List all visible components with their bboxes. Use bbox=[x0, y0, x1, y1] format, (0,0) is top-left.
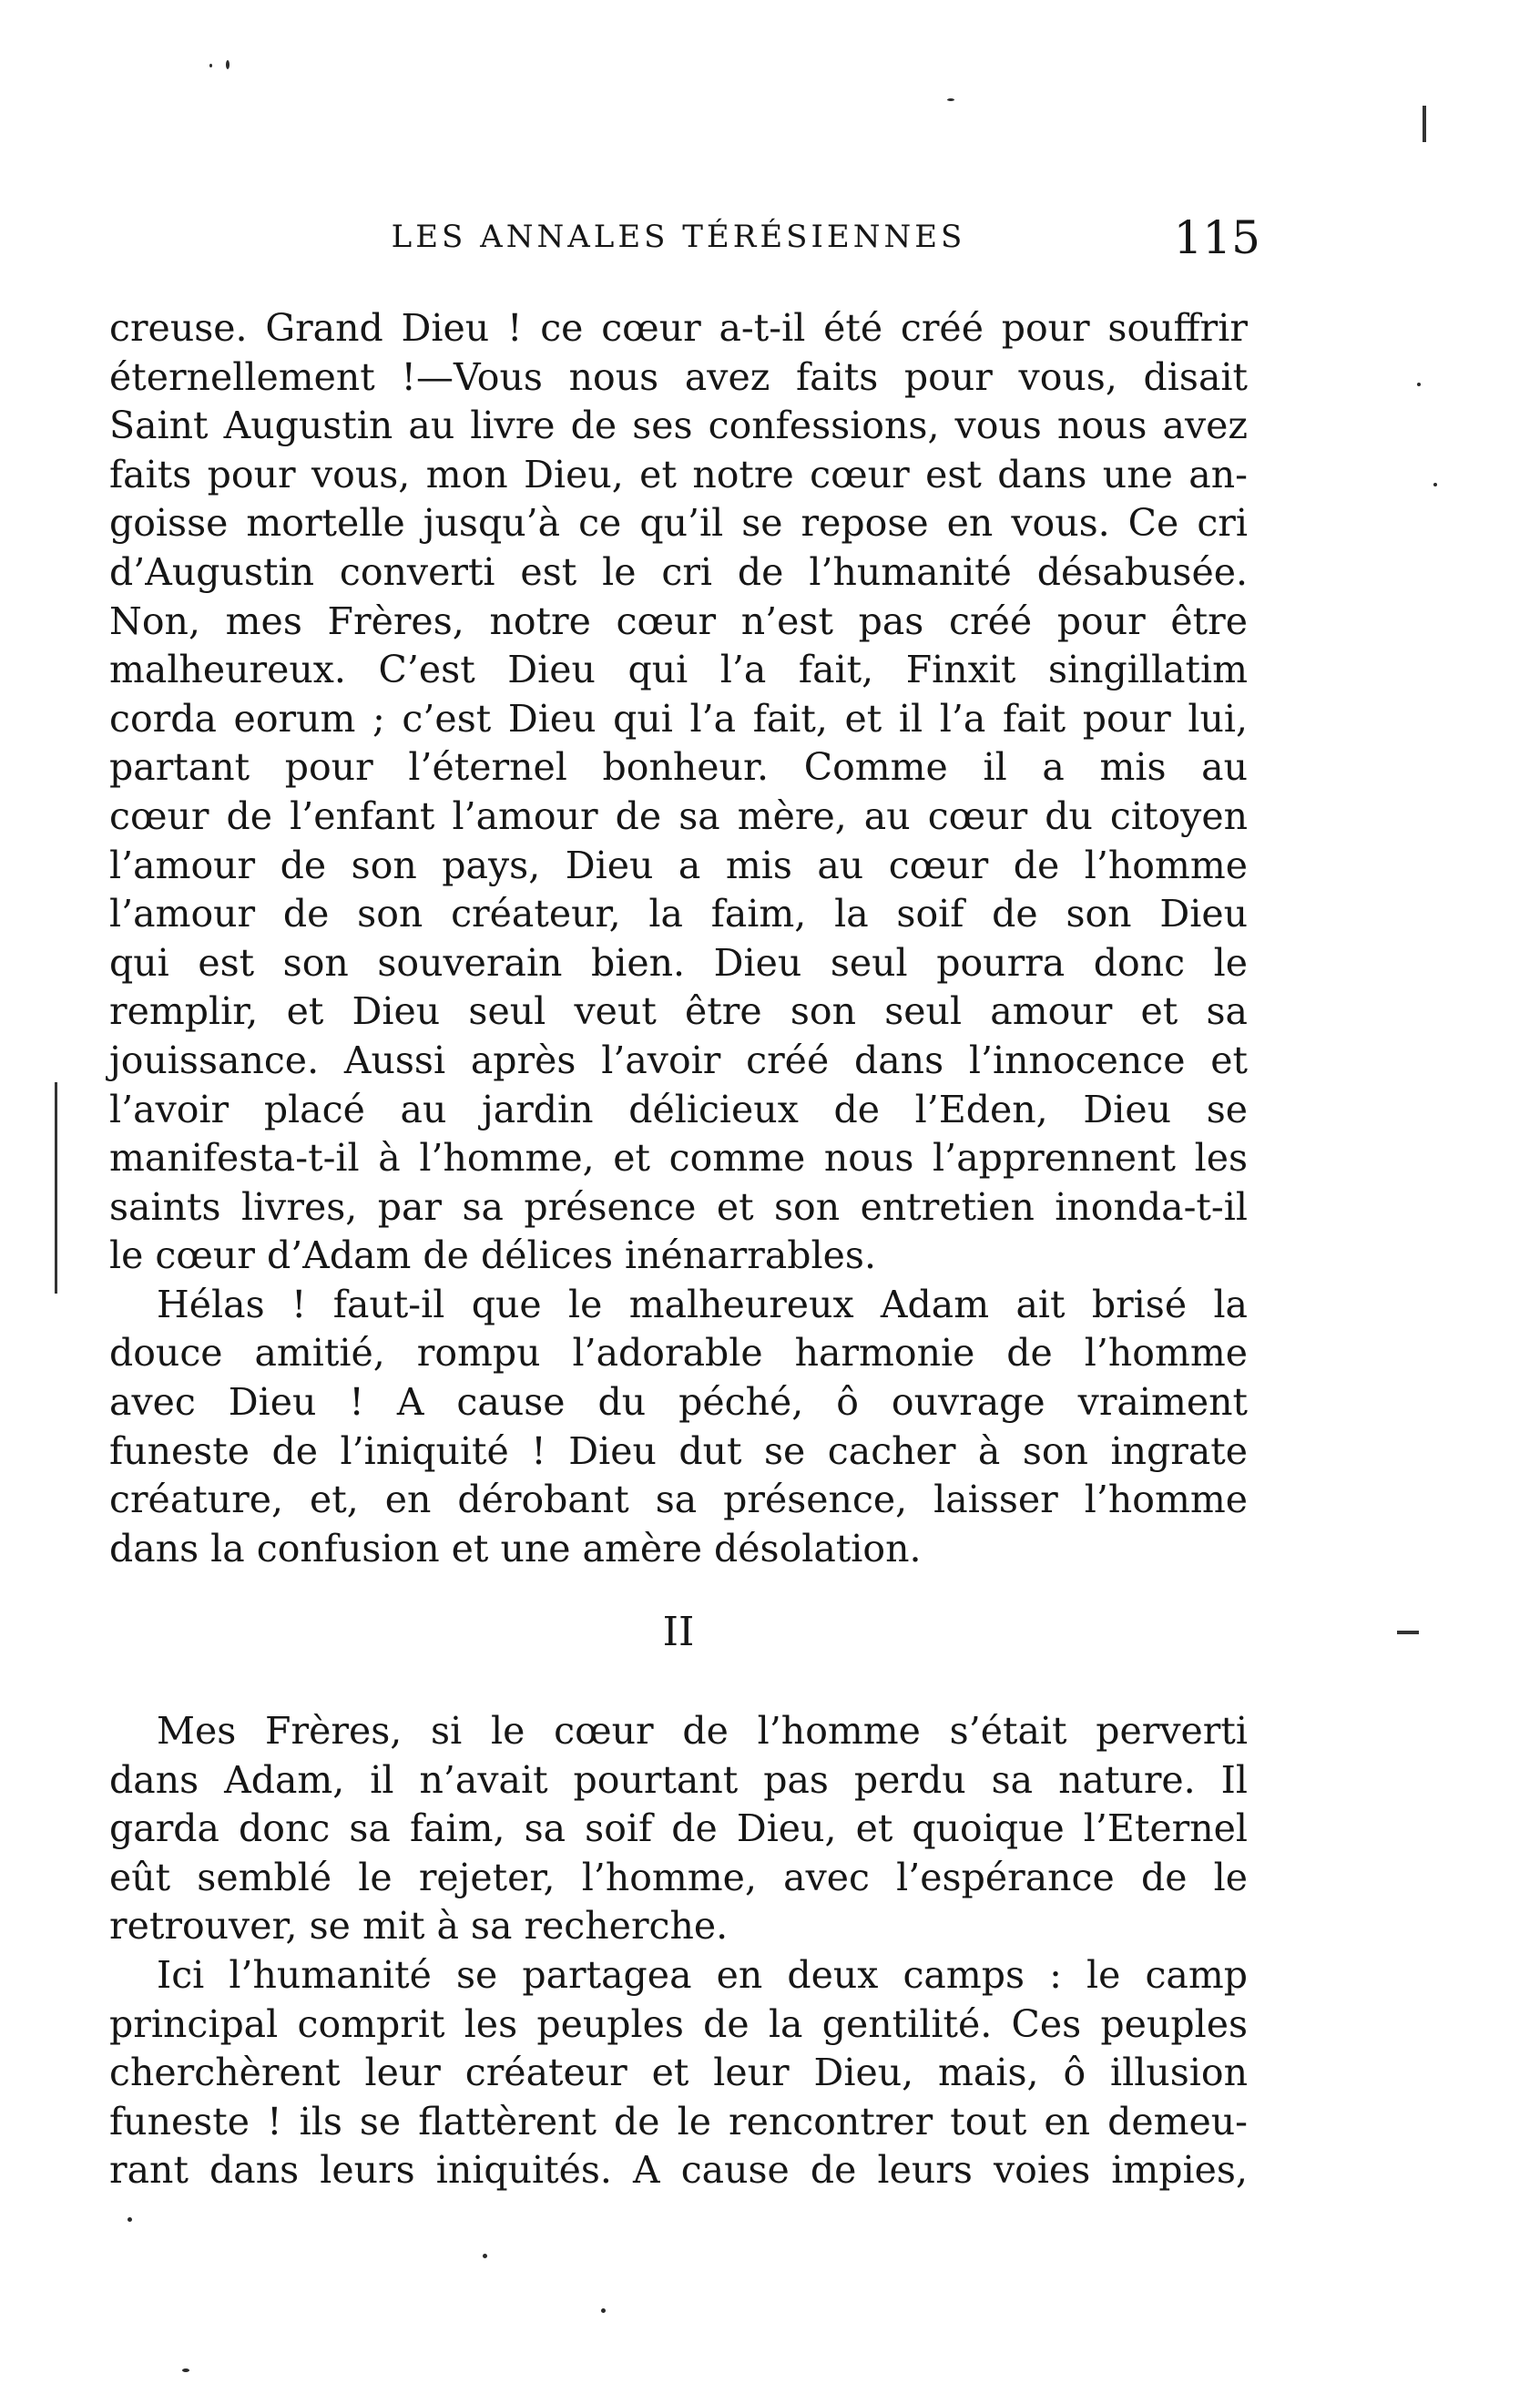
text-line: rant dans leurs iniquités. A cause de leurs voies impies, bbox=[109, 2148, 1248, 2193]
scan-speck bbox=[226, 60, 229, 69]
scan-speck bbox=[1417, 383, 1421, 386]
text-line: saints livres, par sa présence et son entretien inonda-t-il bbox=[109, 1184, 1248, 1229]
text-line: douce amitié, rompu l’adorable harmonie de l’homme bbox=[109, 1331, 1248, 1376]
text-line: Mes Frères, si le cœur de l’homme s’était perverti bbox=[157, 1709, 1248, 1753]
text-line: malheureux. C’est Dieu qui l’a fait, Finxit singillatim bbox=[109, 648, 1248, 692]
text-line: l’amour de son créateur, la faim, la soif de son Dieu bbox=[109, 892, 1248, 936]
text-line: l’amour de son pays, Dieu a mis au cœur de l’homme bbox=[109, 843, 1248, 887]
text-line: manifesta-t-il à l’homme, et comme nous l’apprennent les bbox=[109, 1136, 1248, 1181]
scan-speck bbox=[947, 98, 954, 101]
text-line: principal comprit les peuples de la gentilité. Ces peuples bbox=[109, 2001, 1248, 2046]
text-line: faits pour vous, mon Dieu, et notre cœur est dans une an- bbox=[109, 452, 1248, 496]
text-line: retrouver, se mit à sa recherche. bbox=[109, 1904, 729, 1949]
text-line: Hélas ! faut-il que le malheureux Adam ait brisé la bbox=[157, 1282, 1248, 1326]
text-line: qui est son souverain bien. Dieu seul pourra donc le bbox=[109, 940, 1248, 985]
paragraph bbox=[109, 1707, 1248, 1951]
text-block-upper bbox=[109, 304, 1248, 1573]
text-line: l’avoir placé au jardin délicieux de l’Eden, Dieu se bbox=[109, 1087, 1248, 1131]
text-line: jouissance. Aussi après l’avoir créé dans l’innocence et bbox=[109, 1038, 1248, 1082]
scan-speck bbox=[127, 2217, 132, 2222]
text-line: cœur de l’enfant l’amour de sa mère, au cœur du citoyen bbox=[109, 793, 1248, 838]
scan-speck bbox=[1433, 483, 1437, 486]
text-line: remplir, et Dieu seul veut être son seul amour et sa bbox=[109, 989, 1248, 1034]
scan-speck bbox=[182, 2368, 189, 2372]
text-line: cherchèrent leur créateur et leur Dieu, mais, ô illusion bbox=[109, 2051, 1248, 2095]
section-heading: II bbox=[662, 1609, 695, 1655]
scan-mark bbox=[1423, 106, 1426, 142]
scan-speck bbox=[483, 2254, 487, 2258]
text-line: funeste de l’iniquité ! Dieu dut se cacher à son ingrate bbox=[109, 1428, 1248, 1473]
text-line: dans Adam, il n’avait pourtant pas perdu sa nature. Il bbox=[109, 1757, 1248, 1802]
page-number: 115 bbox=[1173, 211, 1260, 264]
running-head bbox=[109, 211, 1260, 275]
text-line: d’Augustin converti est le cri de l’humanité désabusée. bbox=[109, 549, 1248, 594]
text-line: funeste ! ils se flattèrent de le rencontrer tout en demeu- bbox=[109, 2099, 1248, 2143]
text-line: avec Dieu ! A cause du péché, ô ouvrage vraiment bbox=[109, 1380, 1248, 1425]
running-title: LES ANNALES TÉRÉSIENNES bbox=[391, 219, 966, 255]
text-line: éternellement !—Vous nous avez faits pour vous, disait bbox=[109, 354, 1248, 399]
text-line: Non, mes Frères, notre cœur n’est pas créé pour être bbox=[109, 598, 1248, 643]
text-line: eût semblé le rejeter, l’homme, avec l’espérance de le bbox=[109, 1855, 1248, 1899]
paragraph bbox=[109, 1281, 1248, 1574]
text-line: goisse mortelle jusqu’à ce qu’il se repose en vous. Ce cri bbox=[109, 501, 1248, 546]
scan-mark bbox=[1397, 1631, 1419, 1634]
text-line: partant pour l’éternel bonheur. Comme il a mis au bbox=[109, 745, 1248, 790]
text-block-lower bbox=[109, 1707, 1248, 2195]
scan-speck bbox=[601, 2308, 606, 2313]
scan-speck bbox=[209, 64, 212, 67]
paragraph bbox=[109, 1951, 1248, 2195]
paragraph bbox=[109, 304, 1248, 1281]
text-line: corda eorum ; c’est Dieu qui l’a fait, et il l’a fait pour lui, bbox=[109, 696, 1248, 741]
text-line: le cœur d’Adam de délices inénarrables. bbox=[109, 1233, 876, 1278]
text-line: garda donc sa faim, sa soif de Dieu, et quoique l’Eternel bbox=[109, 1806, 1248, 1851]
scan-margin-line bbox=[55, 1082, 57, 1294]
text-line: créature, et, en dérobant sa présence, laisser l’homme bbox=[109, 1478, 1248, 1522]
text-line: Ici l’humanité se partagea en deux camps : le camp bbox=[157, 1952, 1248, 1997]
text-line: dans la confusion et une amère désolation. bbox=[109, 1526, 922, 1570]
text-line: creuse. Grand Dieu ! ce cœur a-t-il été créé pour souffrir bbox=[109, 306, 1248, 350]
text-line: Saint Augustin au livre de ses confessions, vous nous avez bbox=[109, 404, 1248, 448]
